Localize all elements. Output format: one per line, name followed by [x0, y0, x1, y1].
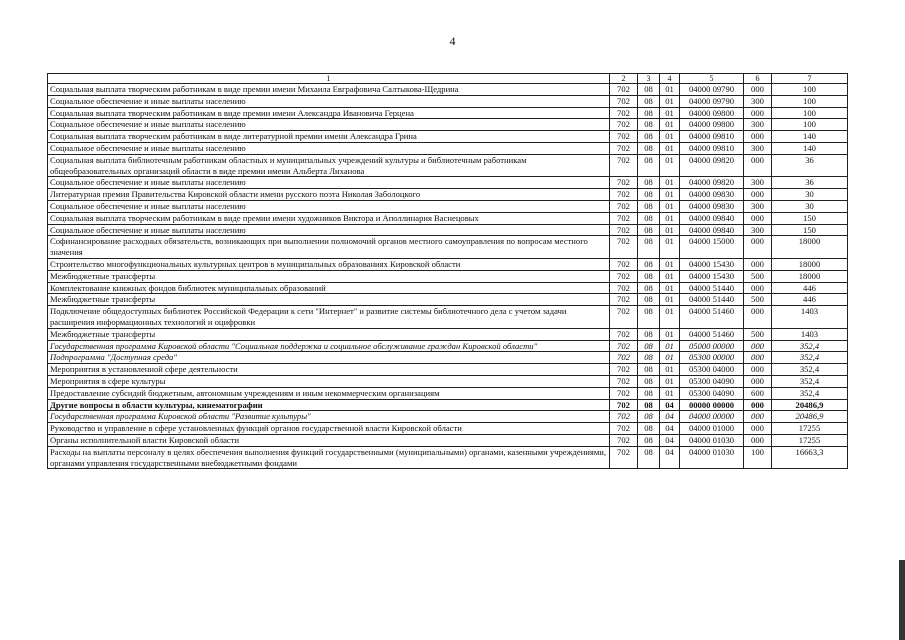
- section-cell: 08: [638, 328, 660, 340]
- code-cell: 702: [610, 224, 638, 236]
- subsection-cell: 01: [660, 352, 680, 364]
- row-name-cell: Подключение общедоступных библиотек Российской Федерации к сети "Интернет" и развитие системы библиотечного дела с учетом задачи расширения информационных технологий и оцифровки: [48, 306, 610, 329]
- target-article-cell: 05300 04000: [680, 364, 744, 376]
- row-name-cell: Мероприятия в сфере культуры: [48, 375, 610, 387]
- row-name-cell: Межбюджетные трансферты: [48, 270, 610, 282]
- amount-cell: 18000: [772, 258, 848, 270]
- section-cell: 08: [638, 95, 660, 107]
- header-cell: 6: [744, 74, 772, 84]
- table-row: [48, 107, 848, 119]
- target-article-cell: 04000 01000: [680, 423, 744, 435]
- expense-type-cell: 000: [744, 84, 772, 96]
- section-cell: 08: [638, 236, 660, 259]
- row-name-cell: Социальное обеспечение и иные выплаты населению: [48, 119, 610, 131]
- section-cell: 08: [638, 411, 660, 423]
- subsection-cell: 01: [660, 131, 680, 143]
- target-article-cell: 04000 15000: [680, 236, 744, 259]
- code-cell: 702: [610, 399, 638, 411]
- table-row: [48, 399, 848, 411]
- table-row: [48, 95, 848, 107]
- subsection-cell: 01: [660, 177, 680, 189]
- subsection-cell: 01: [660, 224, 680, 236]
- code-cell: 702: [610, 364, 638, 376]
- code-cell: 702: [610, 423, 638, 435]
- row-name-cell: Социальное обеспечение и иные выплаты населению: [48, 95, 610, 107]
- section-cell: 08: [638, 258, 660, 270]
- expense-type-cell: 000: [744, 399, 772, 411]
- code-cell: 702: [610, 387, 638, 399]
- table-row: [48, 294, 848, 306]
- section-cell: 08: [638, 177, 660, 189]
- target-article-cell: 04000 51440: [680, 294, 744, 306]
- target-article-cell: 04000 09790: [680, 95, 744, 107]
- expense-type-cell: 000: [744, 411, 772, 423]
- row-name-cell: Социальное обеспечение и иные выплаты населению: [48, 224, 610, 236]
- row-name-cell: Органы исполнительной власти Кировской области: [48, 434, 610, 446]
- subsection-cell: 01: [660, 387, 680, 399]
- code-cell: 702: [610, 375, 638, 387]
- section-cell: 08: [638, 200, 660, 212]
- table-row: [48, 387, 848, 399]
- row-name-cell: Социальная выплата библиотечным работникам областных и муниципальных учреждений культуры и библиотечным работникам общеобразовательных организаций области в виде премии имени Альберта Лиханова: [48, 154, 610, 177]
- code-cell: 702: [610, 270, 638, 282]
- amount-cell: 17255: [772, 434, 848, 446]
- expense-type-cell: 000: [744, 154, 772, 177]
- scan-edge-mark: [899, 560, 905, 640]
- subsection-cell: 01: [660, 119, 680, 131]
- budget-table-container: [47, 73, 847, 469]
- expense-type-cell: 300: [744, 200, 772, 212]
- table-row: [48, 131, 848, 143]
- table-row: [48, 328, 848, 340]
- target-article-cell: 04000 09820: [680, 177, 744, 189]
- header-cell: 5: [680, 74, 744, 84]
- amount-cell: 18000: [772, 270, 848, 282]
- section-cell: 08: [638, 119, 660, 131]
- amount-cell: 20486,9: [772, 399, 848, 411]
- target-article-cell: 05300 04090: [680, 387, 744, 399]
- budget-table: [47, 73, 848, 469]
- row-name-cell: Государственная программа Кировской области "Развитие культуры": [48, 411, 610, 423]
- code-cell: 702: [610, 212, 638, 224]
- table-row: [48, 154, 848, 177]
- expense-type-cell: 000: [744, 189, 772, 201]
- expense-type-cell: 100: [744, 446, 772, 469]
- target-article-cell: 04000 09810: [680, 142, 744, 154]
- expense-type-cell: 000: [744, 236, 772, 259]
- target-article-cell: 04000 09800: [680, 107, 744, 119]
- expense-type-cell: 000: [744, 107, 772, 119]
- target-article-cell: 04000 15430: [680, 258, 744, 270]
- expense-type-cell: 500: [744, 294, 772, 306]
- expense-type-cell: 600: [744, 387, 772, 399]
- code-cell: 702: [610, 328, 638, 340]
- target-article-cell: 04000 51460: [680, 306, 744, 329]
- section-cell: 08: [638, 306, 660, 329]
- amount-cell: 100: [772, 107, 848, 119]
- amount-cell: 30: [772, 189, 848, 201]
- subsection-cell: 01: [660, 270, 680, 282]
- section-cell: 08: [638, 340, 660, 352]
- header-cell: 4: [660, 74, 680, 84]
- amount-cell: 140: [772, 142, 848, 154]
- table-row: [48, 364, 848, 376]
- expense-type-cell: 500: [744, 328, 772, 340]
- table-row: [48, 446, 848, 469]
- subsection-cell: 01: [660, 364, 680, 376]
- section-cell: 08: [638, 154, 660, 177]
- target-article-cell: 04000 09830: [680, 189, 744, 201]
- row-name-cell: Социальная выплата творческим работникам в виде премии имени Михаила Евграфовича Салтыкова-Щедрина: [48, 84, 610, 96]
- table-row: [48, 258, 848, 270]
- column-number-header-row: [48, 74, 848, 84]
- code-cell: 702: [610, 107, 638, 119]
- section-cell: 08: [638, 270, 660, 282]
- subsection-cell: 01: [660, 84, 680, 96]
- expense-type-cell: 000: [744, 364, 772, 376]
- code-cell: 702: [610, 95, 638, 107]
- row-name-cell: Руководство и управление в сфере установленных функций органов государственной власти Кировской области: [48, 423, 610, 435]
- section-cell: 08: [638, 446, 660, 469]
- subsection-cell: 01: [660, 282, 680, 294]
- amount-cell: 36: [772, 177, 848, 189]
- section-cell: 08: [638, 189, 660, 201]
- code-cell: 702: [610, 411, 638, 423]
- expense-type-cell: 000: [744, 258, 772, 270]
- table-row: [48, 352, 848, 364]
- table-row: [48, 200, 848, 212]
- table-row: [48, 375, 848, 387]
- amount-cell: 352,4: [772, 364, 848, 376]
- subsection-cell: 01: [660, 189, 680, 201]
- row-name-cell: Расходы на выплаты персоналу в целях обеспечения выполнения функций государственными (муниципальными) органами, казенными учреждениями, органами управления государственными внебюджетными фондами: [48, 446, 610, 469]
- expense-type-cell: 000: [744, 212, 772, 224]
- expense-type-cell: 000: [744, 434, 772, 446]
- row-name-cell: Государственная программа Кировской области "Социальная поддержка и социальное обслуживание граждан Кировской области": [48, 340, 610, 352]
- amount-cell: 352,4: [772, 375, 848, 387]
- amount-cell: 352,4: [772, 340, 848, 352]
- section-cell: 08: [638, 423, 660, 435]
- row-name-cell: Подпрограмма "Доступная среда": [48, 352, 610, 364]
- target-article-cell: 05300 00000: [680, 352, 744, 364]
- target-article-cell: 04000 09820: [680, 154, 744, 177]
- row-name-cell: Софинансирование расходных обязательств, возникающих при выполнении полномочий органов местного самоуправления по вопросам местного значения: [48, 236, 610, 259]
- amount-cell: 18000: [772, 236, 848, 259]
- amount-cell: 20486,9: [772, 411, 848, 423]
- subsection-cell: 01: [660, 212, 680, 224]
- section-cell: 08: [638, 434, 660, 446]
- header-cell: 2: [610, 74, 638, 84]
- table-row: [48, 142, 848, 154]
- amount-cell: 100: [772, 119, 848, 131]
- row-name-cell: Социальная выплата творческим работникам в виде премии имени Александра Ивановича Герцена: [48, 107, 610, 119]
- code-cell: 702: [610, 142, 638, 154]
- target-article-cell: 04000 09790: [680, 84, 744, 96]
- code-cell: 702: [610, 340, 638, 352]
- section-cell: 08: [638, 84, 660, 96]
- subsection-cell: 01: [660, 294, 680, 306]
- header-cell: 7: [772, 74, 848, 84]
- row-name-cell: Литературная премия Правительства Кировской области имени русского поэта Николая Заболоцкого: [48, 189, 610, 201]
- expense-type-cell: 300: [744, 142, 772, 154]
- code-cell: 702: [610, 177, 638, 189]
- code-cell: 702: [610, 446, 638, 469]
- amount-cell: 30: [772, 200, 848, 212]
- section-cell: 08: [638, 107, 660, 119]
- target-article-cell: 04000 09830: [680, 200, 744, 212]
- amount-cell: 150: [772, 224, 848, 236]
- expense-type-cell: 000: [744, 423, 772, 435]
- target-article-cell: 04000 51460: [680, 328, 744, 340]
- row-name-cell: Социальное обеспечение и иные выплаты населению: [48, 200, 610, 212]
- row-name-cell: Комплектование книжных фондов библиотек муниципальных образований: [48, 282, 610, 294]
- code-cell: 702: [610, 236, 638, 259]
- section-cell: 08: [638, 294, 660, 306]
- target-article-cell: 00000 00000: [680, 399, 744, 411]
- target-article-cell: 04000 09840: [680, 212, 744, 224]
- section-cell: 08: [638, 375, 660, 387]
- row-name-cell: Социальное обеспечение и иные выплаты населению: [48, 142, 610, 154]
- target-article-cell: 04000 09800: [680, 119, 744, 131]
- row-name-cell: Социальное обеспечение и иные выплаты населению: [48, 177, 610, 189]
- amount-cell: 352,4: [772, 387, 848, 399]
- table-row: [48, 434, 848, 446]
- target-article-cell: 04000 09840: [680, 224, 744, 236]
- subsection-cell: 01: [660, 375, 680, 387]
- row-name-cell: Мероприятия в установленной сфере деятельности: [48, 364, 610, 376]
- expense-type-cell: 000: [744, 131, 772, 143]
- code-cell: 702: [610, 306, 638, 329]
- code-cell: 702: [610, 434, 638, 446]
- section-cell: 08: [638, 352, 660, 364]
- subsection-cell: 01: [660, 236, 680, 259]
- row-name-cell: Предоставление субсидий бюджетным, автономным учреждениям и иным некоммерческим организациям: [48, 387, 610, 399]
- section-cell: 08: [638, 387, 660, 399]
- amount-cell: 150: [772, 212, 848, 224]
- subsection-cell: 01: [660, 107, 680, 119]
- target-article-cell: 04000 51440: [680, 282, 744, 294]
- section-cell: 08: [638, 212, 660, 224]
- expense-type-cell: 300: [744, 177, 772, 189]
- expense-type-cell: 000: [744, 282, 772, 294]
- code-cell: 702: [610, 258, 638, 270]
- table-row: [48, 84, 848, 96]
- section-cell: 08: [638, 224, 660, 236]
- subsection-cell: 04: [660, 434, 680, 446]
- row-name-cell: Строительство многофункциональных культурных центров в муниципальных образованиях Кировской области: [48, 258, 610, 270]
- amount-cell: 140: [772, 131, 848, 143]
- table-row: [48, 236, 848, 259]
- code-cell: 702: [610, 189, 638, 201]
- section-cell: 08: [638, 364, 660, 376]
- code-cell: 702: [610, 154, 638, 177]
- subsection-cell: 04: [660, 399, 680, 411]
- subsection-cell: 01: [660, 142, 680, 154]
- table-row: [48, 212, 848, 224]
- row-name-cell: Социальная выплата творческим работникам в виде премии имени художников Виктора и Аполлинария Васнецовых: [48, 212, 610, 224]
- target-article-cell: 05300 04090: [680, 375, 744, 387]
- header-cell: 1: [48, 74, 610, 84]
- amount-cell: 17255: [772, 423, 848, 435]
- section-cell: 08: [638, 142, 660, 154]
- amount-cell: 100: [772, 84, 848, 96]
- table-row: [48, 224, 848, 236]
- amount-cell: 1403: [772, 306, 848, 329]
- target-article-cell: 05000 00000: [680, 340, 744, 352]
- subsection-cell: 04: [660, 446, 680, 469]
- row-name-cell: Межбюджетные трансферты: [48, 294, 610, 306]
- expense-type-cell: 000: [744, 340, 772, 352]
- amount-cell: 16663,3: [772, 446, 848, 469]
- amount-cell: 446: [772, 294, 848, 306]
- expense-type-cell: 000: [744, 375, 772, 387]
- table-row: [48, 177, 848, 189]
- code-cell: 702: [610, 119, 638, 131]
- page-number: 4: [449, 34, 456, 48]
- header-cell: 3: [638, 74, 660, 84]
- table-row: [48, 411, 848, 423]
- expense-type-cell: 300: [744, 224, 772, 236]
- subsection-cell: 01: [660, 328, 680, 340]
- code-cell: 702: [610, 200, 638, 212]
- subsection-cell: 04: [660, 411, 680, 423]
- expense-type-cell: 300: [744, 119, 772, 131]
- amount-cell: 100: [772, 95, 848, 107]
- row-name-cell: Социальная выплата творческим работникам в виде литературной премии имени Александра Грина: [48, 131, 610, 143]
- target-article-cell: 04000 15430: [680, 270, 744, 282]
- amount-cell: 446: [772, 282, 848, 294]
- table-row: [48, 423, 848, 435]
- row-name-cell: Другие вопросы в области культуры, кинематографии: [48, 399, 610, 411]
- code-cell: 702: [610, 131, 638, 143]
- row-name-cell: Межбюджетные трансферты: [48, 328, 610, 340]
- table-row: [48, 119, 848, 131]
- section-cell: 08: [638, 131, 660, 143]
- code-cell: 702: [610, 352, 638, 364]
- section-cell: 08: [638, 399, 660, 411]
- expense-type-cell: 000: [744, 352, 772, 364]
- subsection-cell: 04: [660, 423, 680, 435]
- amount-cell: 36: [772, 154, 848, 177]
- section-cell: 08: [638, 282, 660, 294]
- table-row: [48, 189, 848, 201]
- table-row: [48, 270, 848, 282]
- subsection-cell: 01: [660, 200, 680, 212]
- subsection-cell: 01: [660, 95, 680, 107]
- amount-cell: 352,4: [772, 352, 848, 364]
- subsection-cell: 01: [660, 258, 680, 270]
- target-article-cell: 04000 01030: [680, 446, 744, 469]
- subsection-cell: 01: [660, 306, 680, 329]
- target-article-cell: 04000 00000: [680, 411, 744, 423]
- code-cell: 702: [610, 84, 638, 96]
- budget-table-body: [48, 74, 848, 469]
- code-cell: 702: [610, 294, 638, 306]
- expense-type-cell: 300: [744, 95, 772, 107]
- target-article-cell: 04000 09810: [680, 131, 744, 143]
- table-row: [48, 306, 848, 329]
- subsection-cell: 01: [660, 340, 680, 352]
- subsection-cell: 01: [660, 154, 680, 177]
- code-cell: 702: [610, 282, 638, 294]
- expense-type-cell: 000: [744, 306, 772, 329]
- amount-cell: 1403: [772, 328, 848, 340]
- table-row: [48, 340, 848, 352]
- target-article-cell: 04000 01030: [680, 434, 744, 446]
- table-row: [48, 282, 848, 294]
- expense-type-cell: 500: [744, 270, 772, 282]
